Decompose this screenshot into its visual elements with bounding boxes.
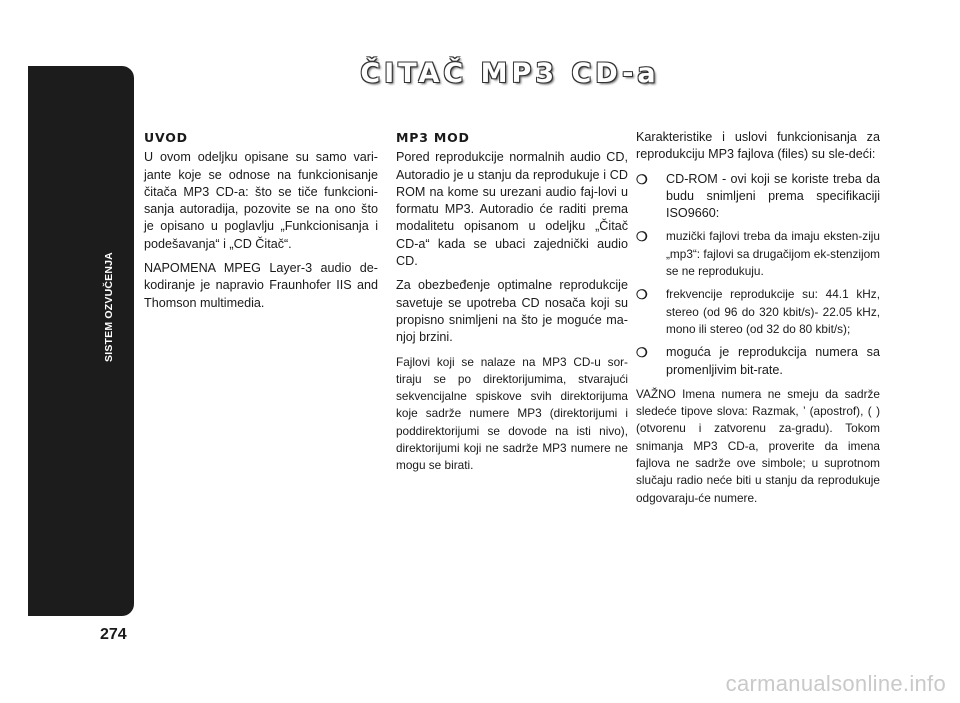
sidebar-tab — [28, 66, 134, 616]
list-item-text: frekvencije reprodukcije su: 44.1 kHz, stereo (od 96 do 320 kbit/s)- 22.05 kHz, mono ili stereo (od 32 do 80 kbit/s); — [666, 287, 880, 336]
list-item-text: muzički fajlovi treba da imaju eksten-ziju „mp3“: fajlovi sa drugačijom ek-stenzijom se ne reprodukuju. — [666, 229, 880, 279]
paragraph-note: VAŽNO Imena numera ne smeju da sadrže sledeće tipove slova: Razmak, ’ (apostrof), ( ) (otvorenu i zatvorenu za-gradu). Tokom snimanja MP3 CD-a, proverite da imena fajlova ne sadrže ove simbole; u suprotnom slučaju radio neće biti u stanju da reprodukuje odgovaraju-će numere. — [636, 386, 880, 505]
watermark: carmanualsonline.info — [725, 671, 946, 696]
list-item-text: moguća je reprodukcija numera sa promenljivim bit-rate. — [666, 345, 880, 377]
paragraph: Karakteristike i uslovi funkcionisanja za reprodukciju MP3 fajlova (files) su sle-deći: — [636, 130, 880, 162]
list-item — [636, 228, 880, 280]
list-item — [636, 171, 880, 223]
paragraph: NAPOMENA MPEG Layer-3 audio de-kodiranje je napravio Fraunhofer IIS and Thomson multimedia. — [144, 261, 378, 310]
page-title: ČITAČ MP3 CD-a — [360, 58, 660, 89]
bullet-icon: ❍ — [636, 171, 648, 187]
paragraph: Fajlovi koji se nalaze na MP3 CD-u sor-tiraju se po direktorijumima, stvarajući sekvencijalne spiskove svih direktorijuma koje sadrže numere MP3 (direktorijumi i poddirektorijumi se dovode na isti nivo), direktorijumi koji ne sadrže MP3 numere ne mogu se birati. — [396, 354, 628, 473]
page-number: 274 — [100, 626, 127, 643]
bullet-icon: ❍ — [636, 287, 648, 303]
column-3 — [636, 129, 880, 514]
sidebar-label-wrap — [103, 232, 117, 362]
bullet-icon: ❍ — [636, 229, 648, 245]
list-item — [636, 344, 880, 379]
paragraph: Za obezbeđenje optimalne reprodukcije savetuje se upotreba CD nosača koji su propisno snimljeni na što je moguće ma-njoj brzini. — [396, 278, 628, 345]
list-item-text: CD-ROM - ovi koji se koriste treba da budu snimljeni prema specifikaciji ISO9660: — [666, 171, 880, 221]
list-item — [636, 286, 880, 338]
sidebar-label: SISTEM OZVUČENJA — [103, 252, 115, 362]
column-1 — [144, 129, 378, 319]
section-heading-mp3-mod: MP3 MOD — [396, 130, 470, 145]
section-heading-uvod: UVOD — [144, 130, 188, 145]
paragraph: U ovom odeljku opisane su samo vari-jante koje se odnose na funkcionisanje čitača MP3 CD-a: što se tiče funkcioni-sanja autoradija, pozovite se na ono što je opisano u poglavlju „Funkcionisanja i podešavanja“ i „CD Čitač“. — [144, 150, 378, 251]
column-2 — [396, 129, 628, 482]
feature-list — [636, 171, 880, 379]
paragraph: Pored reprodukcije normalnih audio CD, Autoradio je u stanju da reprodukuje i CD ROM na kome su urezani audio faj-lovi u formatu MP3. Autoradio će raditi prema modalitetu opisanom u odeljku „Čitač CD-a“ kada se ubaci zajednički audio CD. — [396, 150, 628, 269]
bullet-icon: ❍ — [636, 345, 648, 361]
